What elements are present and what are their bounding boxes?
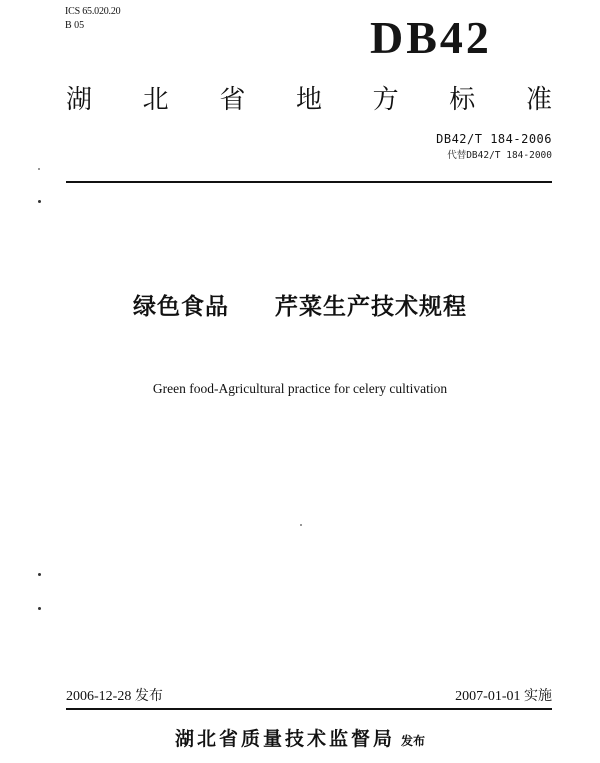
standard-type-char: 准 xyxy=(525,85,552,115)
issue-date: 2006-12-28 发布 xyxy=(66,689,163,704)
issuer-suffix: 发布 xyxy=(401,734,426,748)
ics-code: ICS 65.020.20 xyxy=(65,6,121,17)
issuer-name: 湖北省质量技术监督局 xyxy=(174,728,395,750)
standard-type-char: 地 xyxy=(295,85,322,115)
scan-speck xyxy=(300,524,302,526)
standard-type-char: 北 xyxy=(142,85,169,115)
standard-number: DB42/T 184-2006 xyxy=(436,132,552,146)
standard-type-char: 标 xyxy=(449,85,476,115)
standard-type-char: 湖 xyxy=(66,85,93,115)
issuer-line xyxy=(0,724,600,751)
ccs-code: B 05 xyxy=(65,20,85,31)
standard-type-char: 方 xyxy=(372,85,399,115)
footer-divider xyxy=(66,708,552,710)
title-chinese: 绿色食品 芹菜生产技术规程 xyxy=(132,294,467,320)
db-logo: DB42 xyxy=(370,12,492,63)
standard-type-char: 省 xyxy=(219,85,246,115)
header-divider xyxy=(66,181,552,183)
scan-speck xyxy=(38,573,41,576)
implement-date: 2007-01-01 实施 xyxy=(455,689,552,704)
scan-speck xyxy=(38,200,41,203)
replaces-standard: 代替DB42/T 184-2000 xyxy=(447,150,552,161)
title-english: Green food-Agricultural practice for celery cultivation xyxy=(152,381,448,396)
standard-type-heading xyxy=(66,82,552,118)
scan-speck xyxy=(38,168,40,170)
scan-speck xyxy=(38,607,41,610)
